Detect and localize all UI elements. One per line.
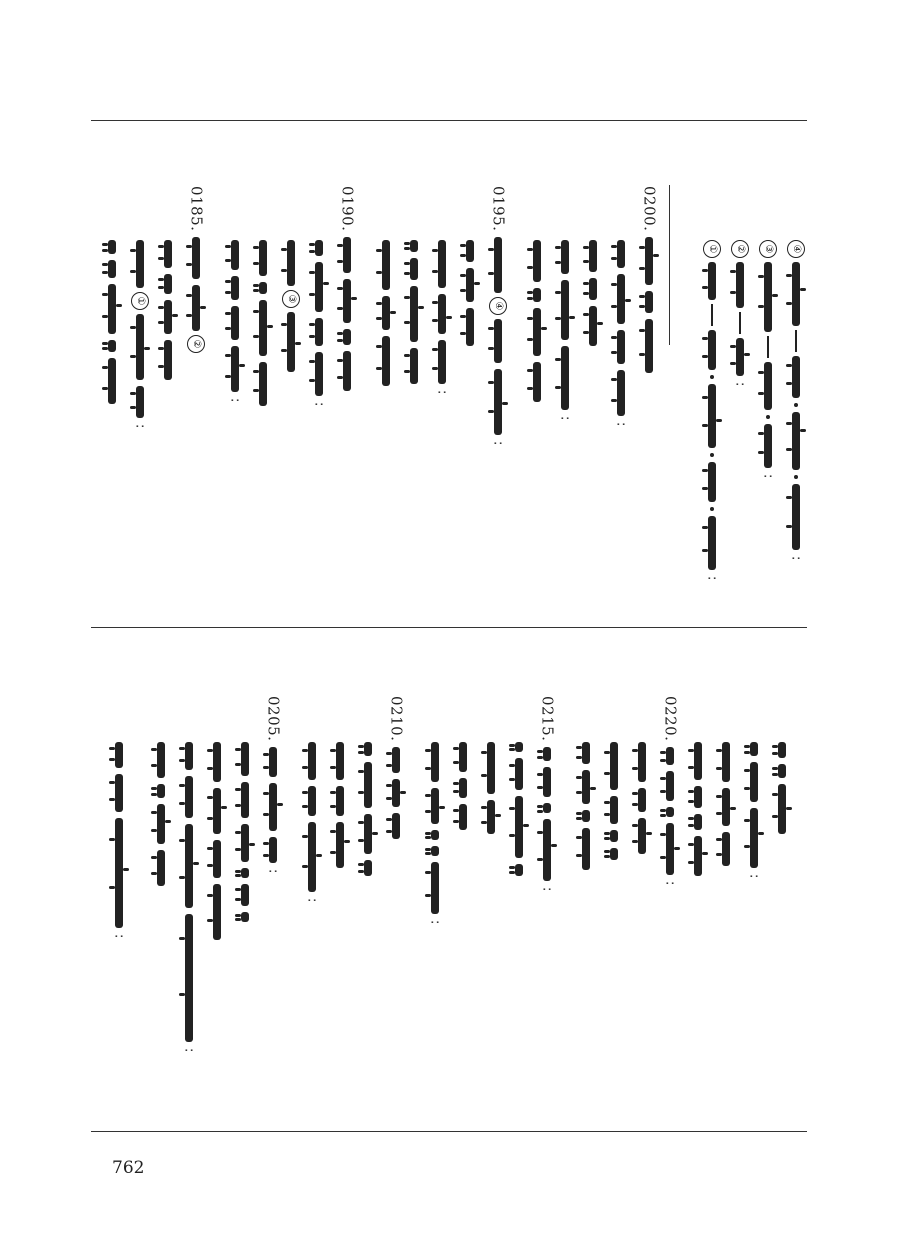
- mongolian-script-segment: [459, 778, 467, 798]
- mongolian-script-segment: [315, 318, 323, 346]
- mongolian-script-segment: [792, 356, 800, 398]
- mongolian-script-segment: [638, 788, 646, 812]
- mongolian-script-segment: [164, 274, 172, 294]
- footnote-marker: ①: [703, 240, 721, 258]
- mongolian-script-segment: [382, 240, 390, 290]
- end-punctuation: :: [227, 398, 243, 403]
- mongolian-script-segment: [666, 771, 674, 801]
- mongolian-script-segment: [708, 384, 716, 448]
- mongolian-script-segment: [778, 742, 786, 758]
- footnote-separator: [669, 185, 670, 345]
- mongolian-script-segment: [543, 767, 551, 797]
- mongolian-script-segment: [259, 300, 267, 356]
- mongolian-script-segment: [533, 362, 541, 402]
- footnote-reference: ④: [489, 297, 507, 315]
- mongolian-script-segment: [241, 912, 249, 922]
- verse-line: [306, 240, 332, 406]
- mongolian-script-segment: [287, 240, 295, 286]
- mongolian-script-segment: [192, 237, 200, 279]
- separator-dot: [794, 403, 798, 407]
- bottom-rule: [91, 1131, 807, 1132]
- mongolian-script-segment: [533, 288, 541, 302]
- mongolian-script-segment: [610, 830, 618, 842]
- dash-mark: [795, 330, 797, 352]
- mongolian-script-segment: [157, 850, 165, 886]
- mongolian-script-segment: [494, 237, 502, 293]
- dash-mark: [739, 312, 741, 334]
- mongolian-script-segment: [431, 830, 439, 840]
- mongolian-script-segment: [336, 786, 344, 816]
- mongolian-script-segment: [410, 286, 418, 342]
- footnote-marker: ③: [759, 240, 777, 258]
- footnote-4: [783, 236, 809, 560]
- end-punctuation: :: [539, 887, 555, 892]
- separator-dot: [794, 475, 798, 479]
- mongolian-script-segment: [764, 262, 772, 332]
- mongolian-script-segment: [315, 262, 323, 312]
- mongolian-script-segment: [231, 346, 239, 392]
- verse-line: [127, 240, 153, 428]
- mongolian-script-segment: [694, 836, 702, 876]
- mongolian-script-segment: [241, 868, 249, 878]
- mongolian-script-segment: [241, 782, 249, 818]
- end-punctuation: :: [613, 422, 629, 427]
- separator-dot: [710, 375, 714, 379]
- footnote-3: [755, 236, 781, 478]
- mongolian-script-segment: [364, 860, 372, 876]
- mongolian-script-segment: [308, 786, 316, 816]
- dash-mark: [767, 336, 769, 358]
- mongolian-script-segment: [364, 742, 372, 756]
- mongolian-script-segment: [543, 803, 551, 813]
- verse-line: [457, 240, 483, 346]
- mongolian-script-segment: [561, 346, 569, 410]
- end-punctuation: :: [760, 474, 776, 479]
- mongolian-script-segment: [617, 240, 625, 268]
- verse-line: [629, 742, 655, 854]
- mongolian-script-segment: [438, 340, 446, 384]
- mongolian-script-segment: [136, 240, 144, 288]
- mongolian-script-segment: [269, 837, 277, 863]
- verse-number: 0210.: [387, 696, 406, 742]
- mongolian-script-segment: [343, 279, 351, 323]
- footnote-1: [699, 236, 725, 580]
- mongolian-script-segment: [515, 864, 523, 876]
- verse-line: [260, 696, 286, 874]
- verse-line: [334, 186, 360, 391]
- mongolian-script-segment: [438, 294, 446, 334]
- verse-line: [99, 240, 125, 404]
- mongolian-script-segment: [561, 240, 569, 274]
- mongolian-script-segment: [231, 240, 239, 270]
- mongolian-script-segment: [241, 742, 249, 776]
- footnote-marker: ④: [787, 240, 805, 258]
- verse-line: [355, 742, 381, 876]
- mongolian-script-segment: [108, 340, 116, 352]
- mongolian-script-segment: [213, 840, 221, 878]
- mongolian-script-segment: [638, 742, 646, 782]
- mongolian-script-segment: [213, 788, 221, 834]
- mongolian-script-segment: [466, 308, 474, 346]
- mongolian-script-segment: [589, 306, 597, 346]
- mongolian-script-segment: [459, 742, 467, 772]
- mongolian-script-segment: [494, 319, 502, 363]
- mongolian-script-segment: [185, 824, 193, 908]
- mongolian-script-segment: [115, 818, 123, 928]
- verse-number: 0185.: [187, 186, 206, 232]
- verse-line: [299, 742, 325, 902]
- mongolian-script-segment: [736, 338, 744, 376]
- mongolian-script-segment: [694, 742, 702, 780]
- mongolian-script-segment: [410, 258, 418, 280]
- end-punctuation: :: [132, 424, 148, 429]
- footnote-reference: ①: [131, 292, 149, 310]
- mongolian-script-segment: [410, 348, 418, 384]
- mongolian-script-segment: [778, 784, 786, 834]
- footnote-2: [727, 236, 753, 386]
- mongolian-script-segment: [750, 742, 758, 756]
- end-punctuation: :: [704, 576, 720, 581]
- mongolian-script-segment: [515, 758, 523, 790]
- verse-line: [373, 240, 399, 386]
- middle-rule: [91, 627, 807, 628]
- end-punctuation: :: [265, 869, 281, 874]
- mongolian-script-segment: [164, 240, 172, 268]
- mongolian-script-segment: [157, 804, 165, 844]
- end-punctuation: :: [557, 416, 573, 421]
- end-punctuation: :: [746, 874, 762, 879]
- mongolian-script-segment: [645, 237, 653, 285]
- verse-line: [573, 742, 599, 870]
- mongolian-script-segment: [750, 762, 758, 802]
- verse-number: 0205.: [264, 696, 283, 742]
- mongolian-script-segment: [108, 260, 116, 278]
- mongolian-script-segment: [589, 240, 597, 272]
- mongolian-script-segment: [617, 370, 625, 416]
- mongolian-script-segment: [185, 776, 193, 818]
- end-punctuation: :: [788, 556, 804, 561]
- mongolian-script-segment: [736, 262, 744, 308]
- mongolian-script-segment: [792, 484, 800, 550]
- mongolian-script-segment: [582, 770, 590, 804]
- end-punctuation: :: [311, 402, 327, 407]
- end-punctuation: :: [732, 382, 748, 387]
- verse-line: [478, 742, 504, 834]
- mongolian-script-segment: [722, 832, 730, 866]
- mongolian-script-segment: [617, 330, 625, 364]
- mongolian-script-segment: [364, 814, 372, 854]
- verse-line: [657, 696, 683, 886]
- mongolian-script-segment: [157, 742, 165, 778]
- mongolian-script-segment: [533, 240, 541, 282]
- mongolian-script-segment: [515, 742, 523, 752]
- end-punctuation: :: [427, 920, 443, 925]
- verse-line: [450, 742, 476, 830]
- mongolian-script-segment: [157, 784, 165, 798]
- footnote-marker: ②: [731, 240, 749, 258]
- mongolian-script-segment: [466, 268, 474, 302]
- verse-number: 0195.: [489, 186, 508, 232]
- verse-line: [401, 240, 427, 384]
- mongolian-script-segment: [666, 807, 674, 817]
- verse-number: 0215.: [538, 696, 557, 742]
- mongolian-script-segment: [610, 796, 618, 824]
- mongolian-script-segment: [708, 262, 716, 300]
- verse-number: 0200.: [640, 186, 659, 232]
- mongolian-script-segment: [666, 823, 674, 875]
- verse-line: [601, 742, 627, 860]
- mongolian-script-segment: [343, 351, 351, 391]
- mongolian-script-segment: [722, 742, 730, 782]
- mongolian-script-segment: [185, 742, 193, 770]
- mongolian-script-segment: [392, 779, 400, 807]
- mongolian-script-segment: [213, 742, 221, 782]
- mongolian-script-segment: [666, 747, 674, 765]
- separator-dot: [766, 415, 770, 419]
- mongolian-script-segment: [269, 783, 277, 831]
- mongolian-script-segment: [259, 282, 267, 294]
- mongolian-script-segment: [645, 319, 653, 373]
- footnote-reference: ②: [187, 335, 205, 353]
- verse-line: [250, 240, 276, 406]
- verse-line: [506, 742, 532, 876]
- separator-dot: [710, 507, 714, 511]
- verse-line: [741, 742, 767, 878]
- mongolian-script-segment: [778, 764, 786, 778]
- mongolian-script-segment: [136, 314, 144, 380]
- mongolian-script-segment: [259, 362, 267, 406]
- end-punctuation: :: [434, 390, 450, 395]
- mongolian-script-segment: [382, 336, 390, 386]
- mongolian-script-segment: [543, 819, 551, 881]
- mongolian-script-segment: [708, 516, 716, 570]
- mongolian-script-segment: [582, 828, 590, 870]
- verse-line: [278, 240, 304, 372]
- mongolian-script-segment: [487, 742, 495, 794]
- mongolian-script-segment: [108, 240, 116, 254]
- verse-line: [232, 742, 258, 922]
- mongolian-script-segment: [487, 800, 495, 834]
- mongolian-script-segment: [164, 300, 172, 334]
- mongolian-script-segment: [708, 462, 716, 502]
- page-number: 762: [112, 1158, 145, 1178]
- verse-line: [327, 742, 353, 868]
- verse-line: [148, 742, 174, 886]
- mongolian-script-segment: [336, 822, 344, 868]
- verse-line: [383, 696, 409, 839]
- mongolian-script-segment: [438, 240, 446, 288]
- verse-number: 0190.: [338, 186, 357, 232]
- mongolian-script-segment: [694, 786, 702, 808]
- mongolian-script-segment: [792, 412, 800, 470]
- mongolian-script-segment: [308, 822, 316, 892]
- verse-line: [422, 742, 448, 924]
- mongolian-script-segment: [533, 308, 541, 356]
- mongolian-script-segment: [431, 788, 439, 824]
- end-punctuation: :: [662, 881, 678, 886]
- footnote-reference: ③: [282, 290, 300, 308]
- end-punctuation: :: [181, 1048, 197, 1053]
- verse-line: [685, 742, 711, 876]
- mongolian-script-segment: [213, 884, 221, 940]
- mongolian-script-segment: [638, 818, 646, 854]
- verse-line: [106, 742, 132, 938]
- mongolian-script-segment: [308, 742, 316, 780]
- verse-line: [155, 240, 181, 380]
- mongolian-script-segment: [431, 846, 439, 856]
- verse-line: [534, 696, 560, 892]
- mongolian-script-segment: [108, 284, 116, 334]
- mongolian-script-segment: [343, 329, 351, 345]
- mongolian-script-segment: [764, 424, 772, 468]
- mongolian-script-segment: [561, 280, 569, 340]
- dash-mark: [711, 304, 713, 326]
- mongolian-script-segment: [231, 306, 239, 340]
- mongolian-script-segment: [136, 386, 144, 418]
- verse-line: [429, 240, 455, 394]
- mongolian-script-segment: [269, 747, 277, 777]
- mongolian-script-segment: [336, 742, 344, 780]
- end-punctuation: :: [490, 441, 506, 446]
- mongolian-script-segment: [241, 884, 249, 906]
- end-punctuation: :: [304, 898, 320, 903]
- verse-line: [204, 742, 230, 940]
- mongolian-script-segment: [617, 274, 625, 324]
- mongolian-script-segment: [315, 240, 323, 256]
- mongolian-script-segment: [343, 237, 351, 273]
- mongolian-script-segment: [115, 774, 123, 812]
- mongolian-script-segment: [764, 362, 772, 410]
- mongolian-script-segment: [410, 240, 418, 252]
- mongolian-script-segment: [192, 285, 200, 331]
- mongolian-script-segment: [231, 276, 239, 300]
- mongolian-script-segment: [115, 742, 123, 768]
- verse-line: [608, 240, 634, 426]
- top-rule: [91, 120, 807, 121]
- mongolian-script-segment: [494, 369, 502, 435]
- end-punctuation: :: [111, 934, 127, 939]
- verse-line: [524, 240, 550, 402]
- mongolian-script-segment: [589, 278, 597, 300]
- verse-line: [769, 742, 795, 834]
- verse-line: [176, 742, 202, 1052]
- mongolian-script-segment: [722, 788, 730, 826]
- mongolian-script-segment: [582, 742, 590, 764]
- verse-line: [713, 742, 739, 866]
- mongolian-script-segment: [185, 914, 193, 1042]
- mongolian-script-segment: [515, 796, 523, 858]
- mongolian-script-segment: [610, 742, 618, 790]
- mongolian-script-segment: [431, 862, 439, 914]
- verse-line: [636, 186, 662, 373]
- mongolian-script-segment: [459, 804, 467, 830]
- mongolian-script-segment: [708, 330, 716, 370]
- mongolian-script-segment: [543, 747, 551, 761]
- mongolian-script-segment: [259, 240, 267, 276]
- mongolian-script-segment: [466, 240, 474, 262]
- mongolian-script-segment: [164, 340, 172, 380]
- mongolian-script-segment: [750, 808, 758, 868]
- mongolian-script-segment: [645, 291, 653, 313]
- mongolian-script-segment: [610, 848, 618, 860]
- verse-line: [183, 186, 209, 357]
- mongolian-script-segment: [382, 296, 390, 330]
- verse-line: [552, 240, 578, 420]
- mongolian-script-segment: [241, 824, 249, 862]
- mongolian-script-segment: [287, 312, 295, 372]
- verse-line: [485, 186, 511, 446]
- separator-dot: [710, 453, 714, 457]
- verse-number: 0220.: [661, 696, 680, 742]
- mongolian-script-segment: [792, 262, 800, 326]
- mongolian-script-segment: [364, 762, 372, 808]
- mongolian-script-segment: [582, 810, 590, 822]
- mongolian-script-segment: [392, 747, 400, 773]
- mongolian-script-segment: [392, 813, 400, 839]
- mongolian-script-segment: [431, 742, 439, 782]
- mongolian-script-segment: [315, 352, 323, 396]
- verse-line: [222, 240, 248, 402]
- verse-line: [580, 240, 606, 346]
- mongolian-script-segment: [108, 358, 116, 404]
- mongolian-script-segment: [694, 814, 702, 830]
